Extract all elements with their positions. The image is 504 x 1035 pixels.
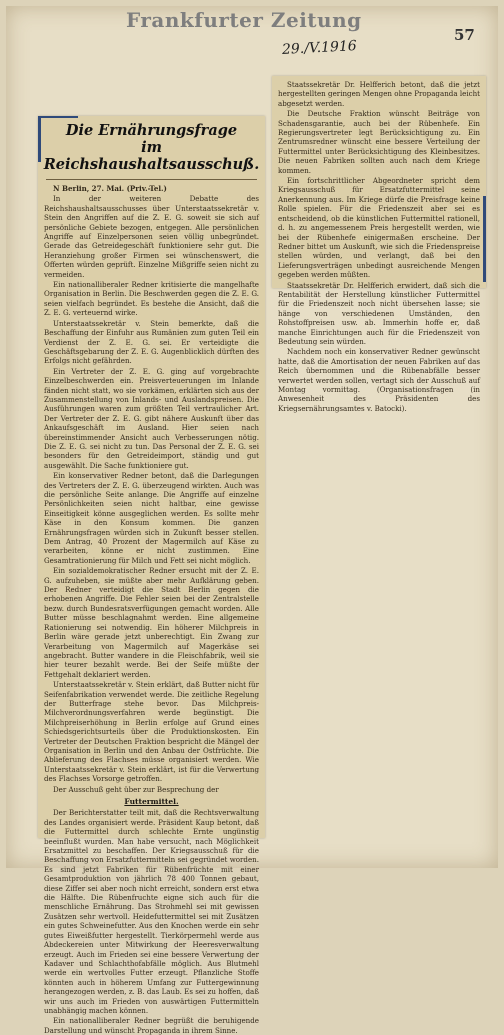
paragraph: Ein fortschrittlicher Abgeordneter spricht dem Kriegsausschuß für Ersatzfuttermittel seine Anerkennung aus. Im Kriege dürfe die Preisfrage keine Rolle spielen. Für die Friedenszeit aber sei es entscheidend, ob die künstlichen Futtermittel rationell, d. h. zu angemessenem Preis hergestellt werden, wie bei der Rübenhefe einigermaßen erscheine. Der Redner bittet um Auskunft, wie sich die Friedenspreise stellen würden, und verlangt, daß bei den Lieferungsverträgen unbedingt ausreichende Mengen gegeben werden müßten. — [278, 176, 480, 280]
paragraph: Unterstaatssekretär v. Stein bemerkte, daß die Beschaffung der Einfuhr aus Rumänien zum guten Teil ein Verdienst der Z. E. G. sei. Er verteidigte die Geschäftsgebarung der Z. E. G. Augenblicklich dürften des Erfolgs nicht gefährden. — [44, 318, 259, 366]
paragraph: Der Ausschuß geht über zur Besprechung der — [53, 784, 219, 794]
paragraph: Der Berichterstatter teilt mit, daß die Rechtsverwaltung des Landes organisiert werde. Präsident Kaup betont, daß die Futtermittel durch schlechte Ernte ungünstig beeinflußt wurden. Man habe versucht, nach Möglichkeit Ersatzmittel zu beschaffen. Der Kriegsausschuß für die Beschaffung von Ersatzfuttermitteln sei gegründet worden. Es sind jetzt Fabriken für Rübenfrüchte mit einer Gesamtproduktion von jährlich 78 400 Tonnen gebaut, diese Ziffer sei aber noch nicht erreicht, sondern erst etwa die Hälfte. Die Rübenfruchte eigne sich auch für die menschliche Ernährung. Das Strohmehl sei mit gewissen Zusätzen sehr wertvoll. Heidefuttermittel sei mit Zusätzen ein gutes Schweinefutter. Aus den Knochen werde ein sehr gutes Eiweißfutter hergestellt. Tierkörpermehl werde aus Abdeckereien unter Mitwirkung der Heeresverwaltung erzeugt. Auch im Frieden sei eine bessere Verwertung der Kadaver und Schlachthofabfälle möglich. Aus Blutmehl werde ein wertvolles Futter erzeugt. Pflanzliche Stoffe könnten auch in höherem Umfang zur Futtergewinnung herangezogen werden, z. B. das Laub. Es sei zu hoffen, daß wir uns auch im Frieden von auswärtigen Futtermitteln unabhängig machen können. — [44, 808, 259, 1015]
paragraph: Ein konservativer Redner betont, daß die Darlegungen des Vertreters der Z. E. G. überzeugend wirkten. Auch was die persönliche Seite anlange. Die Angriffe auf einzelne Persönlichkeiten seien nicht haltbar, eine gewisse Einseitigkeit könne ausgeglichen werden. Es sollte mehr Käse in den Konsum kommen. Die ganzen Ernährungsfragen würden sich in Zukunft besser stellen. Dem Antrag, 40 Prozent der Magermilch auf Käse zu verarbeiten, könne er nicht zustimmen. Eine Gesamtrationierung für Milch und Fett sei nicht möglich. — [44, 471, 259, 565]
paragraph: In der weiteren Debatte des Reichshaushaltsausschusses über Unterstaatssekretär v. Stein den Angriffen auf die Z. E. G. soweit sie sich auf persönliche Gebiete bezogen, entgegen. Alle persönlichen Angriffe auf Einzelpersonen seien völlig unbegründet. Gerade das Getreidegeschäft funktioniere sehr gut. Die Heranziehung großer Firmen sei wünschenswert, die Offerten würden geprüft. Einzelne Mißgriffe seien nicht zu vermeiden. — [44, 194, 259, 279]
paragraph: Die Deutsche Fraktion wünscht Beiträge von Schadensgarantie, auch bei der Rübenhefe. Ein Regierungsvertreter legt Berücksichtigung zu. Ein Zentrumsredner wünscht eine bessere Verteilung der Futtermittel unter Berücksichtigung des Kleinbesitzes. Die neuen Fabriken sollten auch nach dem Kriege kommen. — [278, 109, 480, 175]
headline-line-2: im Reichshaushaltsausschuß. — [43, 139, 260, 173]
article-headline — [38, 122, 265, 173]
article-body — [38, 184, 265, 1035]
paragraph: Ein Vertreter der Z. E. G. ging auf vorgebrachte Einzelbeschwerden ein. Preisverteuerungen im Inlande fänden nicht statt, wo sie vorkämen, erklärten sich aus der Zusammenstellung von Inlands- und Auslandspreisen. Die Ausführungen waren zum größten Teil vertraulicher Art. Der Vertreter der Z. E. G. gibt nähere Auskunft über das Ankaufsgeschäft im Ausland. Hier seien nach übereinstimmender Ansicht auch Verbesserungen nötig. Die Z. E. G. sei nicht zu tun. Das Personal der Z. E. G. sei besonders für den Getreideimport, ständig und gut ausgewählt. Die Sache funktioniere gut. — [44, 366, 259, 470]
handwritten-date: 29./V.1916 — [281, 38, 358, 58]
paragraph: Ein nationalliberaler Redner kritisierte die mangelhafte Organisation in Berlin. Die Beschwerden gegen die Z. E. G. seien vielfach begründet. Es bestehe die Ansicht, daß die Z. E. G. verteuernd wirke. — [44, 280, 259, 318]
newspaper-masthead: Frankfurter Zeitung — [126, 8, 362, 32]
blue-pencil-mark-right — [483, 196, 486, 282]
section-subhead: Futtermittel. — [124, 797, 179, 806]
paragraph: Ein sozialdemokratischer Redner ersucht mit der Z. E. G. aufzuheben, sie müßte aber mehr Aufklärung geben. Der Redner verteidigt die Stadt Berlin gegen die erhobenen Angriffe. Die Fehler seien bei der Zentralstelle bezw. durch Bundesratsverfügungen gemacht worden. Alle Butter müsse beschlagnahmt werden. Eine allgemeine Rationierung sei notwendig. Ein höherer Milchpreis in Berlin wäre gerade jetzt unberechtigt. Ein Zwang zur Verarbeitung von Magermilch auf Magerkäse sei angebracht. Butter wandere in die Fleischfabrik, weil sie hier teurer bezahlt werde. Bei der Seife müßte der Fettgehalt deklariert werden. — [44, 566, 259, 679]
document-page — [6, 6, 498, 1035]
dateline: N Berlin, 27. Mai. (Priv.-Tel.) — [53, 184, 167, 193]
divider — [46, 179, 257, 180]
blue-pencil-mark — [38, 116, 41, 162]
article-clipping-main — [38, 116, 265, 1035]
headline-line-1: Die Ernährungsfrage — [65, 122, 238, 139]
paragraph: Ein nationalliberaler Redner begrüßt die beruhigende Darstellung und wünscht Propaganda in ihrem Sinne. — [44, 1016, 259, 1035]
article-clipping-continuation — [272, 76, 486, 413]
continuation-body — [272, 76, 486, 413]
paragraph: Staatssekretär Dr. Helfferich betont, daß die jetzt hergestellten geringen Mengen ohne Propaganda leicht abgesetzt werden. — [278, 80, 480, 108]
page-number: 57 — [454, 26, 475, 44]
blue-pencil-mark-top — [38, 116, 78, 118]
paragraph: Staatssekretär Dr. Helfferich erwidert, daß sich die Rentabilität der Herstellung künstlicher Futtermittel für die Friedenszeit noch nicht übersehen lasse; sie hänge von verschiedenen Umständen, den Rohstoffpreisen usw. ab. Immerhin hoffe er, daß manche Einrichtungen auch für die Friedenszeit von Bedeutung sein würden. — [278, 280, 480, 346]
paragraph: Nachdem noch ein konservativer Redner gewünscht hatte, daß die Amortisation der neuen Fabriken auf das Reich übernommen und die Rübenabfälle besser verwertet werden sollen, vertagt sich der Ausschuß auf Montag vormittag. (Organisationsfragen (in Anwesenheit des Präsidenten des Kriegsernährungsamtes v. Batocki). — [278, 347, 480, 413]
paragraph: Unterstaatssekretär v. Stein erklärt, daß Butter nicht für Seifenfabrikation verwendet werde. Die zeitliche Regelung der Butterfrage stehe bevor. Das Milchpreis-Milchverordnungsverfahren werde begünstigt. Die Milchpreiserhöhung in Berlin erfolge auf Grund eines Schiedsgerichtsurteils über die Produktionskosten. Ein Vertreter der Deutschen Fraktion bespricht die Mängel der Organisation in Berlin und den Anbau der Ostfrüchte. Die Ablieferung des Flachses müsse organisiert werden. Wie Unterstaatssekretär v. Stein erklärt, ist für die Verwertung des Flachses Vorsorge getroffen. — [44, 680, 259, 784]
